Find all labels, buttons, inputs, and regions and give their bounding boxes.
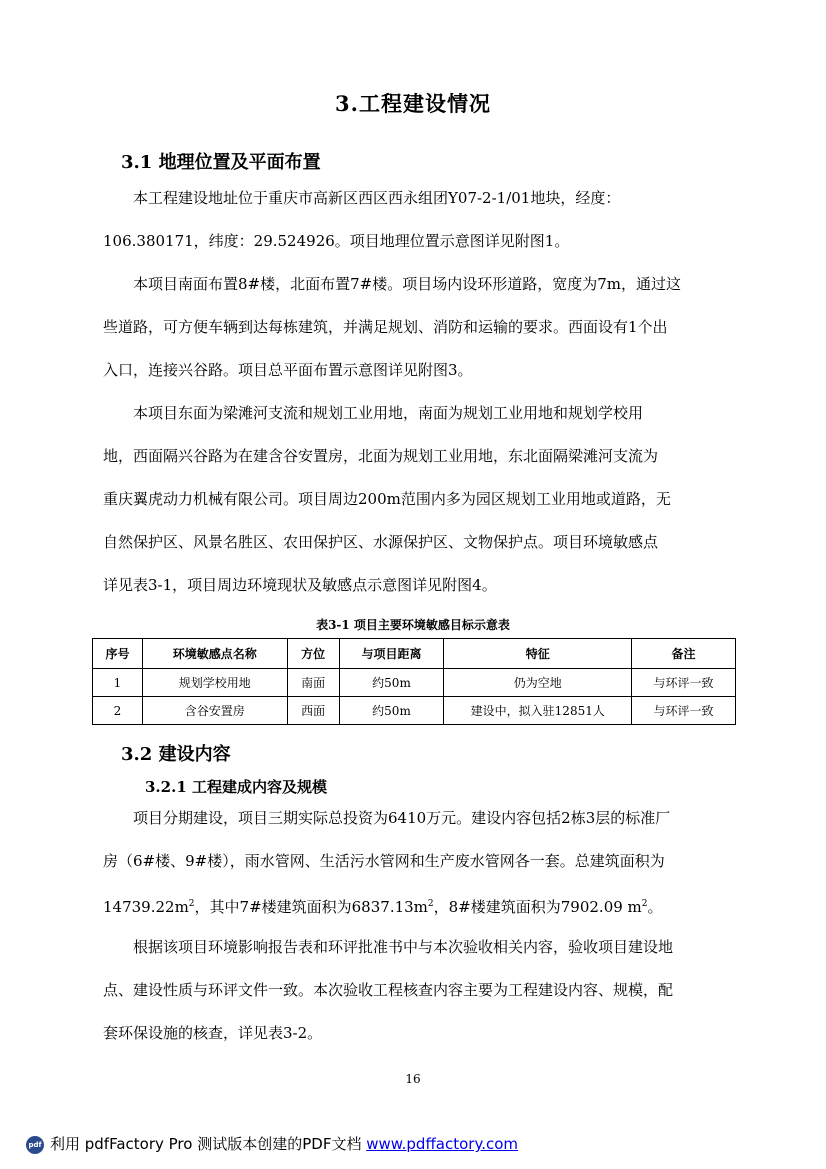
- pdf-footer: [26, 1133, 518, 1154]
- table-cell: 与环评一致: [632, 697, 736, 725]
- table-cell: 建设中，拟入驻12851人: [444, 697, 632, 725]
- table-caption: 表3-1 项目主要环境敏感目标示意表: [316, 618, 510, 632]
- section-heading-3-2: 3.2 建设内容: [121, 744, 231, 765]
- table-header-cell: 备注: [632, 639, 736, 669]
- page-number: 16: [405, 1072, 421, 1086]
- table-cell: 1: [93, 669, 143, 697]
- text-line: 本工程建设地址位于重庆市高新区西区西永组团Y07-2-1/01地块，经度：: [133, 189, 621, 207]
- text-line: 入口，连接兴谷路。项目总平面布置示意图详见附图3。: [103, 361, 473, 379]
- building8-area: ，8#楼建筑面积为7902.09 m: [433, 898, 642, 916]
- table-header-cell: 方位: [287, 639, 339, 669]
- table-row: [93, 697, 736, 725]
- text-line: 详见表3-1，项目周边环境现状及敏感点示意图详见附图4。: [103, 576, 497, 594]
- table-header-row: [93, 639, 736, 669]
- table-cell: 规划学校用地: [142, 669, 287, 697]
- page-title: 3.工程建设情况: [335, 91, 491, 116]
- table-cell: 西面: [287, 697, 339, 725]
- table-cell: 与环评一致: [632, 669, 736, 697]
- text-line: 106.380171，纬度：29.524926。项目地理位置示意图详见附图1。: [103, 232, 570, 250]
- paragraph-location: [103, 177, 723, 263]
- text-line: 重庆翼虎动力机械有限公司。项目周边200m范围内多为园区规划工业用地或道路，无: [103, 490, 671, 508]
- table-header-cell: 序号: [93, 639, 143, 669]
- section-heading-3-1: 3.1 地理位置及平面布置: [121, 152, 321, 173]
- paragraph-construction-content: [103, 797, 723, 929]
- text-line: 套环保设施的核查，详见表3-2。: [103, 1024, 323, 1042]
- text-line: 本项目南面布置8#楼，北面布置7#楼。项目场内设环形道路，宽度为7m，通过这: [133, 275, 681, 293]
- table-header-cell: 特征: [444, 639, 632, 669]
- text-line: 本项目东面为梁滩河支流和规划工业用地，南面为规划工业用地和规划学校用: [133, 404, 644, 422]
- table-cell: 约50m: [339, 697, 444, 725]
- sensitive-targets-table: [92, 638, 736, 725]
- paragraph-layout: [103, 263, 723, 392]
- building7-area: ，其中7#楼建筑面积为6837.13m: [194, 898, 428, 916]
- table-cell: 仍为空地: [444, 669, 632, 697]
- text-line: 点、建设性质与环评文件一致。本次验收工程核查内容主要为工程建设内容、规模，配: [103, 981, 674, 999]
- text-line: 项目分期建设，项目三期实际总投资为6410万元。建设内容包括2栋3层的标准厂: [133, 809, 671, 827]
- text-line: 房（6#楼、9#楼），雨水管网、生活污水管网和生产废水管网各一套。总建筑面积为: [103, 852, 665, 870]
- total-area: 14739.22m: [103, 898, 189, 916]
- superscript: 2: [427, 899, 434, 909]
- text-line: 根据该项目环境影响报告表和环评批准书中与本次验收相关内容，验收项目建设地: [133, 938, 674, 956]
- superscript: 2: [188, 899, 195, 909]
- table-row: [93, 669, 736, 697]
- text-line: 些道路，可方便车辆到达每栋建筑，并满足规划、消防和运输的要求。西面设有1个出: [103, 318, 668, 336]
- pdffactory-link[interactable]: www.pdffactory.com: [366, 1135, 518, 1153]
- pdffactory-logo-icon: pdf: [26, 1136, 44, 1154]
- paragraph-surroundings: [103, 392, 723, 607]
- period: 。: [647, 898, 663, 916]
- table-header-cell: 环境敏感点名称: [142, 639, 287, 669]
- text-line-areas: [103, 883, 723, 929]
- footer-text: 利用 pdfFactory Pro 测试版本创建的PDF文档: [50, 1135, 367, 1153]
- table-header-cell: 与项目距离: [339, 639, 444, 669]
- table-cell: 2: [93, 697, 143, 725]
- table-cell: 含谷安置房: [142, 697, 287, 725]
- superscript: 2: [641, 899, 648, 909]
- subsection-heading-3-2-1: 3.2.1 工程建成内容及规模: [145, 778, 327, 796]
- table-cell: 约50m: [339, 669, 444, 697]
- text-line: 地，西面隔兴谷路为在建含谷安置房，北面为规划工业用地，东北面隔梁滩河支流为: [103, 447, 659, 465]
- table-cell: 南面: [287, 669, 339, 697]
- text-line: 自然保护区、风景名胜区、农田保护区、水源保护区、文物保护点。项目环境敏感点: [103, 533, 659, 551]
- paragraph-acceptance: [103, 926, 723, 1055]
